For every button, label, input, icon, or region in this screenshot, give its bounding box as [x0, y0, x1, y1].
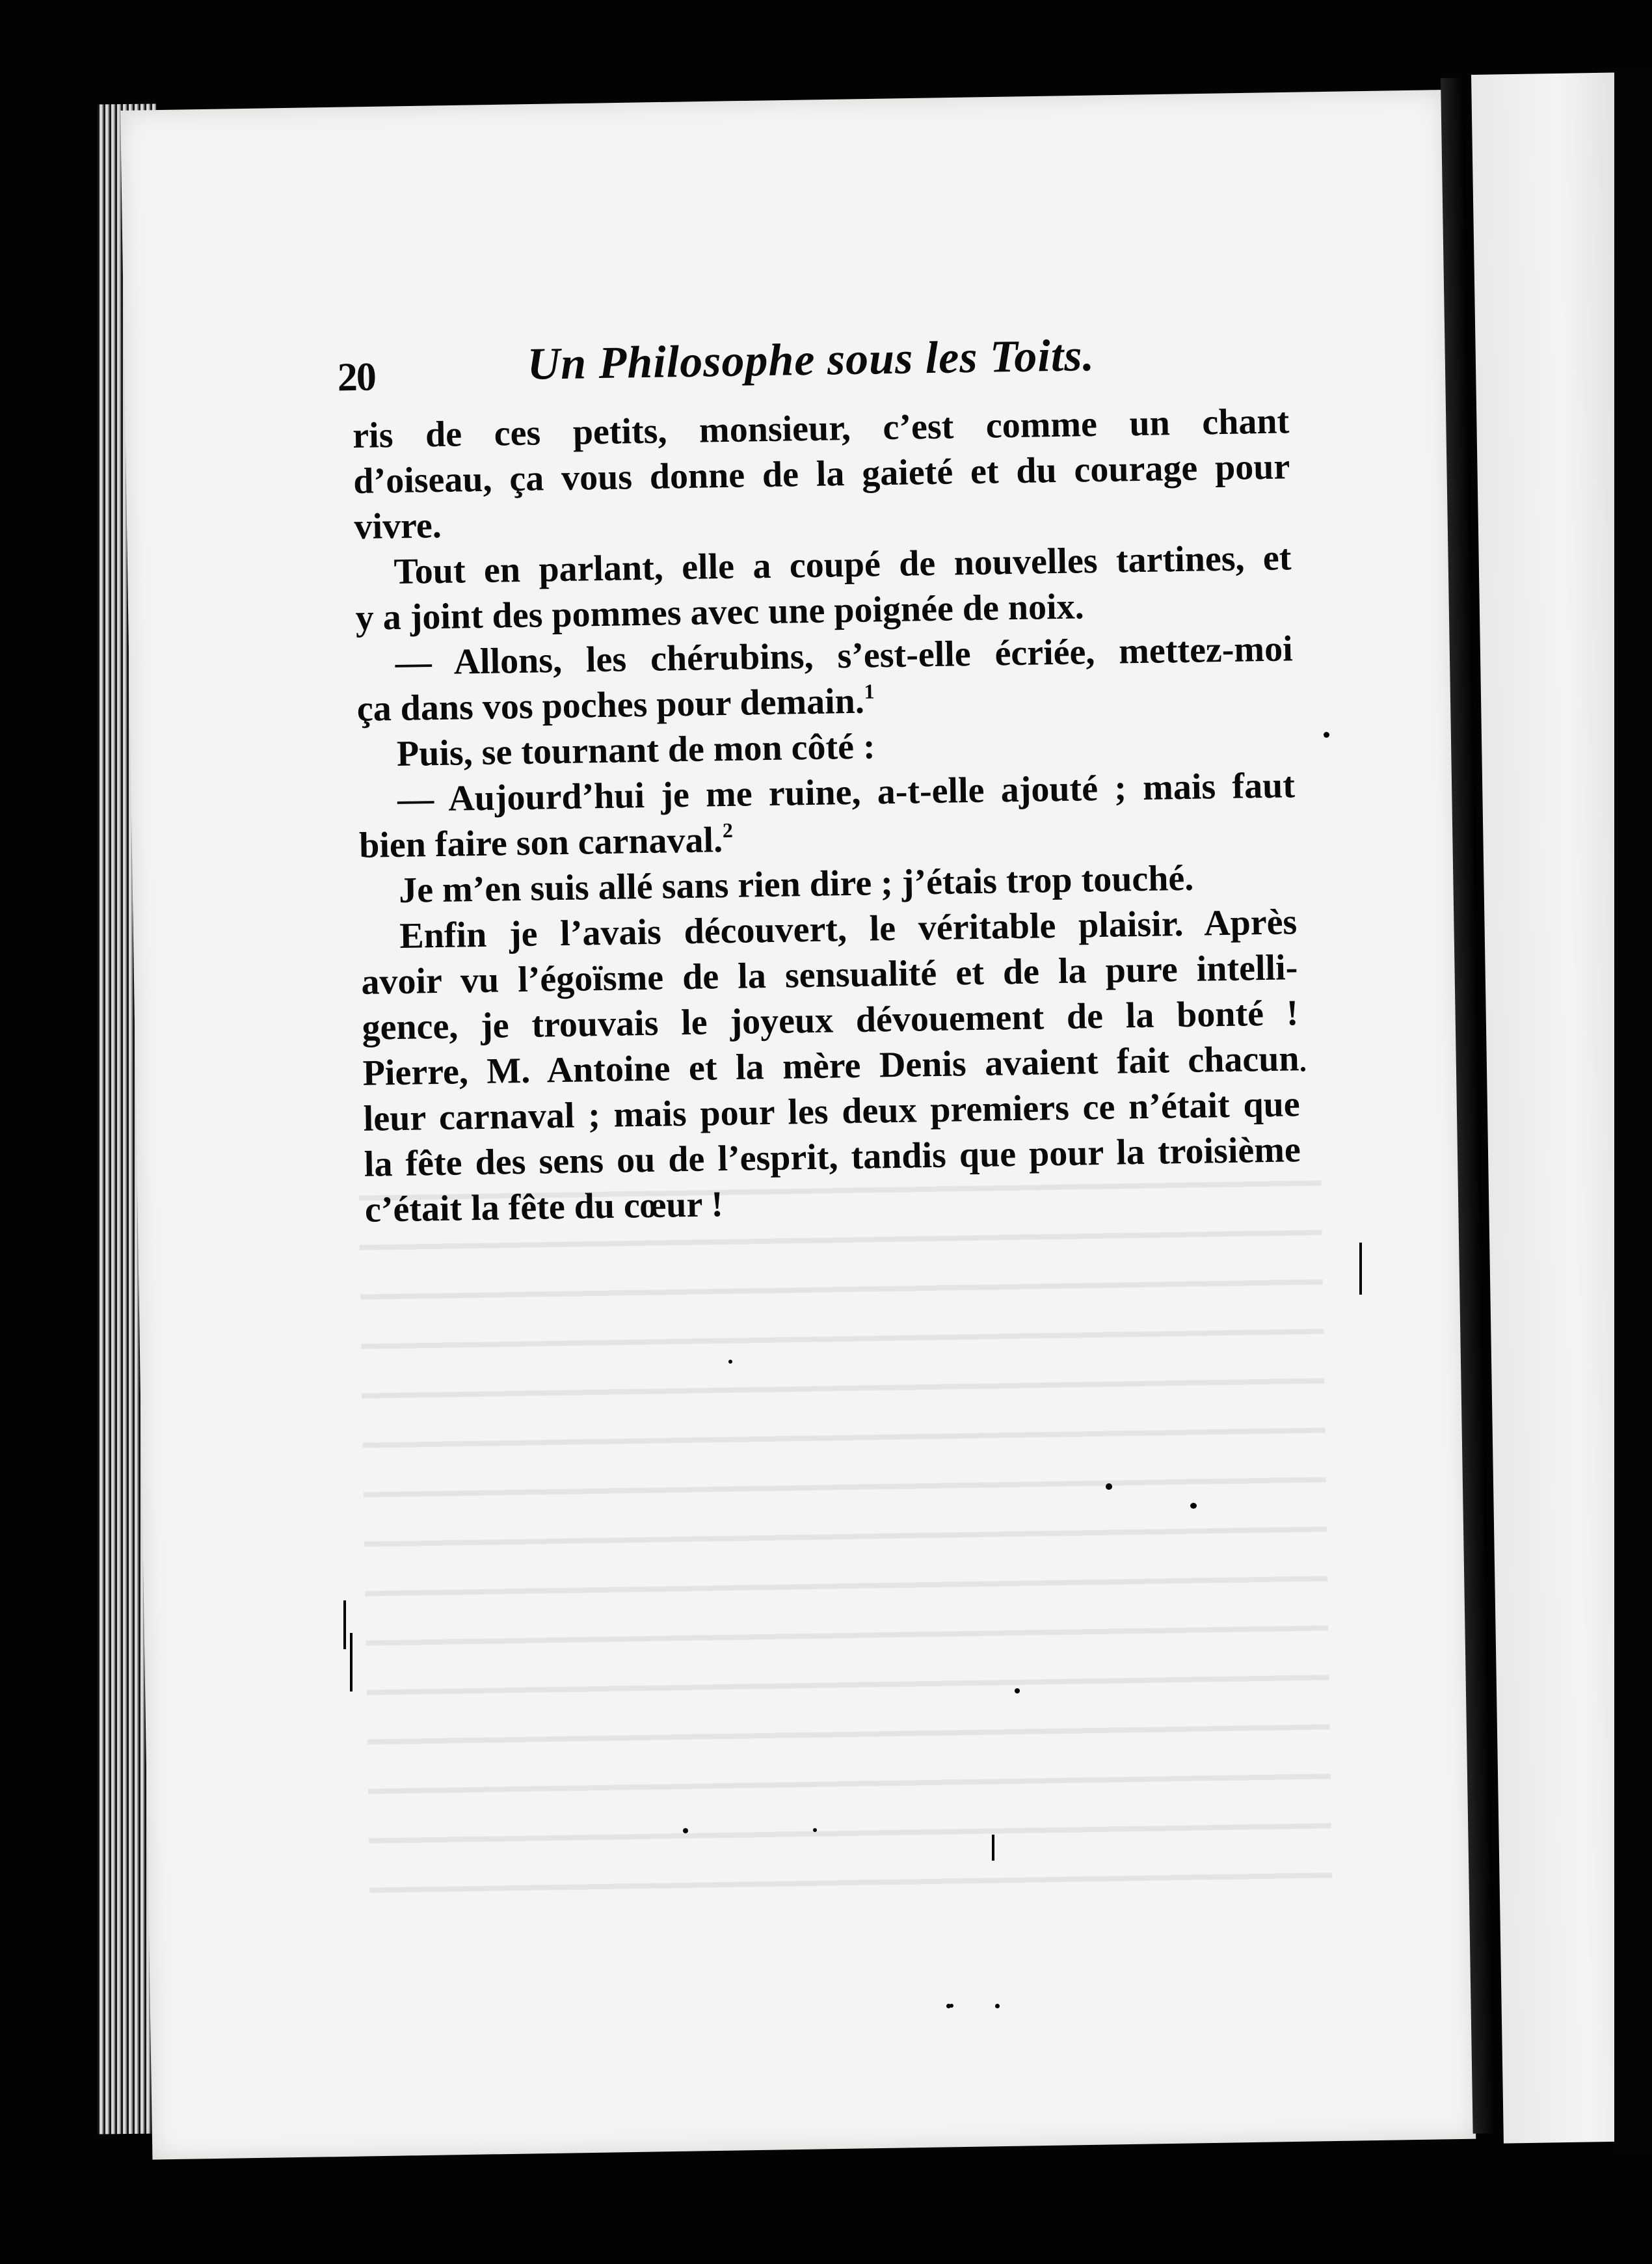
scan-speck: [995, 2004, 1000, 2008]
line-text: ris de ces petits, monsieur, c’est comme un chant: [352, 401, 1290, 456]
line-text: la fête des sens ou de l’esprit, tandis que pour la troisième: [364, 1129, 1301, 1185]
scan-mark: [1359, 1243, 1362, 1295]
scan-speck: [1324, 732, 1329, 738]
scan-mark: [343, 1600, 346, 1649]
footnote-marker: 2: [722, 818, 734, 842]
line-text: Puis, se tournant de mon côté :: [396, 726, 876, 774]
page-text: [337, 327, 1301, 1232]
line-text: — Allons, les chérubins, s’est-elle écriée, mettez-moi: [395, 628, 1294, 683]
line-text: avoir vu l’égoïsme de la sensualité et de la pure intelli-: [360, 947, 1298, 1003]
line-text: Tout en parlant, elle a coupé de nouvelles tartines, et: [393, 537, 1292, 593]
scan-speck: [683, 1828, 688, 1833]
page-number: 20: [337, 355, 376, 400]
scan-speck: [950, 2004, 953, 2008]
line-text: Enfin je l’avais découvert, le véritable plaisir. Après: [399, 902, 1298, 956]
line-text: d’oiseau, ça vous donne de la gaieté et du courage pour: [353, 446, 1290, 502]
scan-mark: [992, 1835, 994, 1861]
scan-speck: [1015, 1688, 1020, 1693]
line-text: y a joint des pommes avec une poignée de noix.: [355, 586, 1085, 638]
line-text: leur carnaval ; mais pour les deux premiers ce n’était que: [363, 1084, 1301, 1139]
footnote-marker: 1: [864, 679, 875, 703]
line-text: gence, je trouvais le joyeux dévouement de la bonté !: [362, 993, 1299, 1048]
scan-mark: [350, 1633, 353, 1691]
line-text: bien faire son carnaval.: [358, 820, 723, 866]
body-text: [353, 398, 1302, 1232]
scan-speck: [1301, 1067, 1305, 1071]
line-text: ça dans vos poches pour demain.: [356, 681, 865, 729]
line-text: c’était la fête du cœur !: [364, 1184, 724, 1230]
line-text: Pierre, M. Antoine et la mère Denis avaient fait chacun: [362, 1038, 1299, 1094]
scan-speck: [813, 1828, 817, 1832]
scan-border: [1614, 72, 1652, 2153]
line-text: vivre.: [353, 505, 442, 547]
running-head: [337, 327, 1289, 413]
bleed-through-text: [358, 1157, 1333, 1920]
scan-speck: [728, 1360, 732, 1364]
running-title: Un Philosophe sous les Toits.: [526, 330, 1095, 390]
scan-speck: [1190, 1503, 1197, 1509]
line-text: — Aujourd’hui je me ruine, a-t-elle ajouté ; mais faut: [397, 765, 1296, 820]
scan-speck: [1106, 1483, 1112, 1490]
line-text: Je m’en suis allé sans rien dire ; j’étais trop touché.: [398, 857, 1194, 911]
